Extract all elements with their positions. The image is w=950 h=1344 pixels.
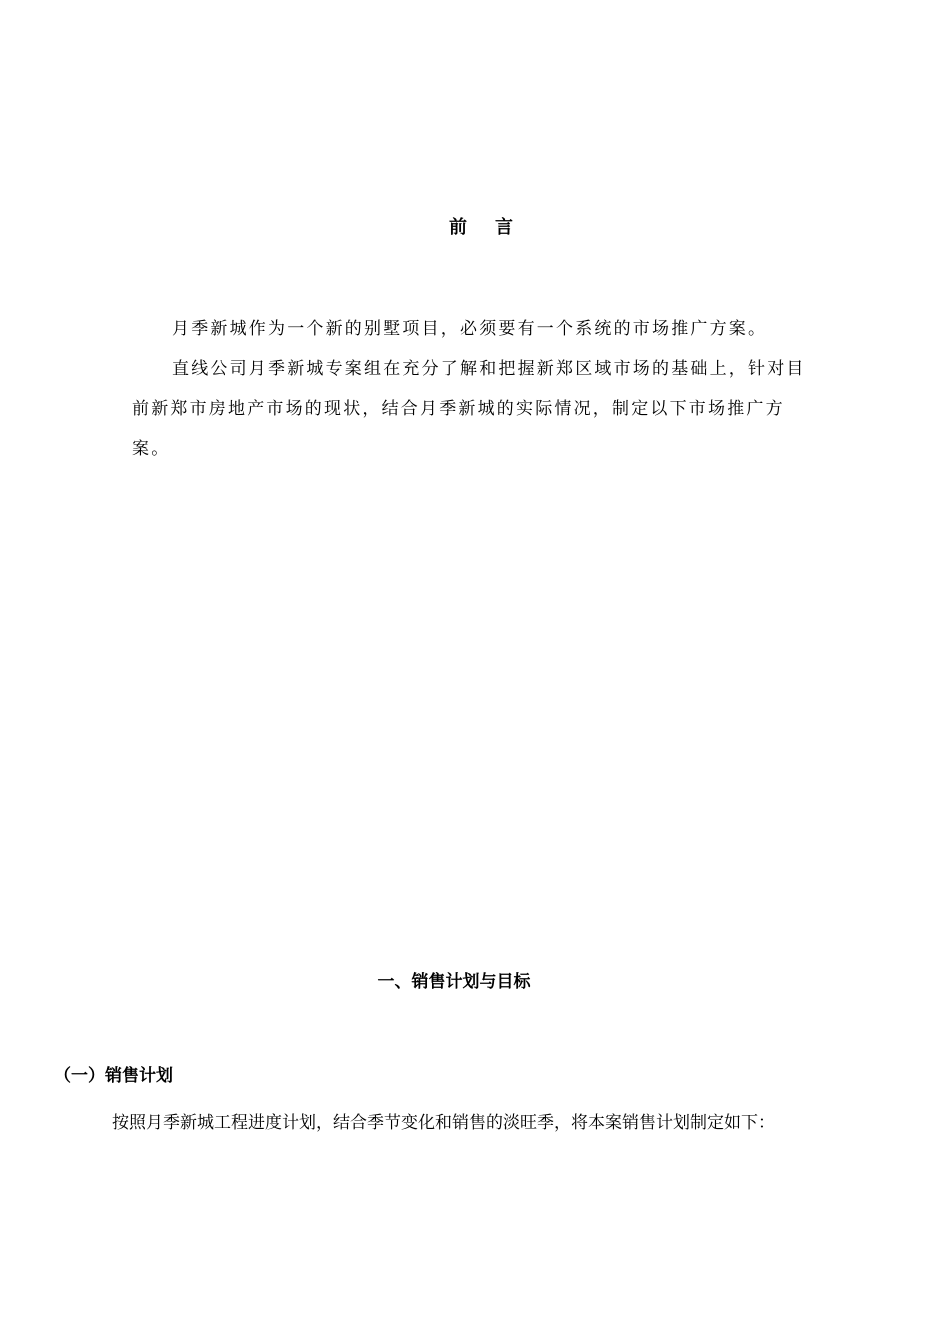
preface-paragraph: 月季新城作为一个新的别墅项目，必须要有一个系统的市场推广方案。: [172, 319, 768, 339]
section-title: 一、销售计划与目标: [377, 972, 531, 992]
preface-paragraph: 直线公司月季新城专案组在充分了解和把握新郑区域市场的基础上，针对目前新郑市房地产市场的现状，结合月季新城的实际情况，制定以下市场推广方案。: [132, 359, 806, 459]
preface-title: 前言: [449, 217, 541, 238]
subsection-paragraph: 按照月季新城工程进度计划，结合季节变化和销售的淡旺季，将本案销售计划制定如下：: [112, 1113, 775, 1133]
subsection-title: （一）销售计划: [54, 1066, 173, 1086]
preface-body: [132, 309, 822, 469]
